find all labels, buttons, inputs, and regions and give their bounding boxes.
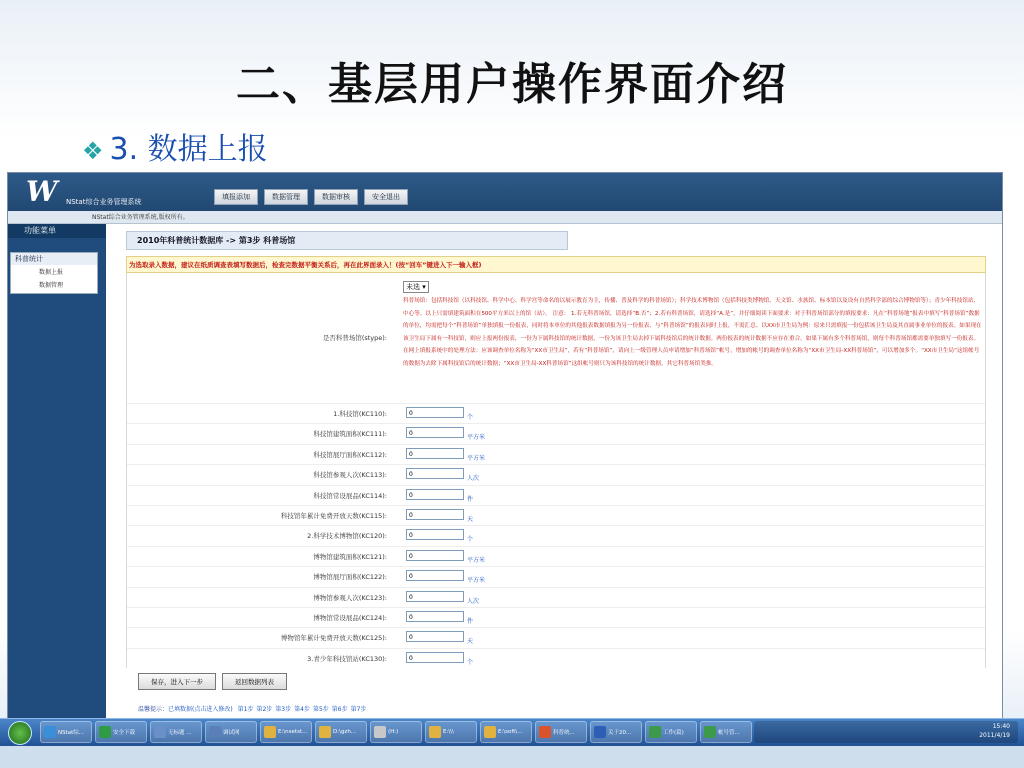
form-row xyxy=(127,587,985,607)
form-row xyxy=(127,566,985,586)
form-row xyxy=(127,525,985,545)
field-label: 科技馆年累计免费开放天数(KC115): xyxy=(280,511,387,520)
chevron-down-icon: ▾ xyxy=(422,283,426,291)
app-icon xyxy=(154,726,166,738)
field-unit: 个 xyxy=(467,658,474,666)
taskbar-tasks xyxy=(40,721,752,743)
form-row xyxy=(127,607,985,627)
form-row xyxy=(127,464,985,484)
app-icon xyxy=(594,726,606,738)
field-unit: 人次 xyxy=(467,475,480,483)
copyright-text: NStat综合业务管理系统,版权所有。 xyxy=(92,214,189,221)
app-icon xyxy=(704,726,716,738)
taskbar-task[interactable] xyxy=(645,721,697,743)
app-logo: W xyxy=(26,175,58,208)
task-label: 关于20... xyxy=(608,730,632,736)
step-link[interactable]: 第4步 xyxy=(294,706,310,714)
field-input[interactable]: 0 xyxy=(406,489,464,500)
taskbar-task[interactable] xyxy=(40,721,92,743)
task-label: (H:) xyxy=(388,729,399,735)
tips-line xyxy=(126,704,986,713)
field-unit: 个 xyxy=(467,414,474,421)
form-row xyxy=(127,423,985,443)
sidebar xyxy=(8,224,106,721)
task-label: 工作(篇) xyxy=(663,730,684,736)
field-label: 科技馆建筑面积(KC111): xyxy=(313,430,387,439)
sidebar-menu xyxy=(10,252,98,294)
field-unit: 平方米 xyxy=(467,577,486,585)
top-nav xyxy=(214,189,408,205)
field-input[interactable]: 0 xyxy=(406,611,464,622)
field-unit: 天 xyxy=(467,638,474,646)
field-input[interactable]: 0 xyxy=(406,550,464,561)
step-title: 2010年科普统计数据库 -> 第3步 科普场馆 xyxy=(126,231,568,250)
step-link[interactable]: 第3步 xyxy=(275,706,292,714)
field-input[interactable]: 0 xyxy=(406,448,464,459)
slide-title: 二、基层用户操作界面介绍 xyxy=(236,59,788,110)
sidebar-item-data-report[interactable]: 数据上报 xyxy=(39,269,64,276)
field-input[interactable]: 0 xyxy=(406,427,464,438)
field-input[interactable]: 0 xyxy=(406,652,464,663)
sidebar-header: 功能菜单 xyxy=(8,224,106,238)
app-icon xyxy=(539,726,551,738)
save-next-button[interactable]: 保存，进入下一步 xyxy=(138,673,216,690)
clock-date: 2011/4/19 xyxy=(979,732,1010,739)
step-link[interactable]: 第5步 xyxy=(312,706,329,714)
clock-time: 15:40 xyxy=(992,723,1010,730)
field-unit: 平方米 xyxy=(467,556,486,564)
field-label: 博物馆常设展品(KC124): xyxy=(313,613,387,622)
task-label: 无标题 ... xyxy=(168,730,192,736)
main-content xyxy=(126,231,986,713)
field-unit: 平方米 xyxy=(467,434,486,442)
app-icon xyxy=(264,726,276,738)
taskbar-task[interactable] xyxy=(480,721,532,743)
step-link[interactable]: 第2步 xyxy=(256,706,273,714)
nav-data-audit[interactable]: 数据审核 xyxy=(314,189,358,205)
form-row xyxy=(127,627,985,647)
diamond-bullet-icon: ❖ xyxy=(82,137,104,165)
field-unit: 平方米 xyxy=(467,454,486,462)
nav-data-manage[interactable]: 数据管理 xyxy=(264,189,308,205)
taskbar-task[interactable] xyxy=(590,721,642,743)
field-label: 博物馆年累计免费开放天数(KC125): xyxy=(280,634,387,643)
field-input[interactable]: 0 xyxy=(406,509,464,520)
field-input[interactable]: 0 xyxy=(406,631,464,642)
app-screenshot xyxy=(7,172,1003,722)
form-buttons xyxy=(126,673,986,690)
task-label: 调试网 xyxy=(223,730,240,736)
task-label: NStat综... xyxy=(58,730,85,736)
app-icon xyxy=(429,726,441,738)
task-label: 科普统... xyxy=(553,730,575,736)
task-label: E:\soft\... xyxy=(498,729,523,735)
field-label: 博物馆建筑面积(KC121): xyxy=(313,552,387,561)
field-unit: 个 xyxy=(467,536,474,544)
field-label: 科技馆展厅面积(KC112): xyxy=(313,450,387,459)
system-tray xyxy=(754,721,1018,743)
venue-select-value: 未选 xyxy=(406,283,420,291)
field-input[interactable]: 0 xyxy=(406,407,464,418)
field-unit: 件 xyxy=(467,617,474,625)
task-label: D:\gzh... xyxy=(333,729,357,735)
field-label: 科技馆常设展品(KC114): xyxy=(313,491,387,500)
form-row xyxy=(127,403,985,423)
taskbar-task[interactable] xyxy=(700,721,752,743)
step-link[interactable]: 第6步 xyxy=(331,706,348,714)
taskbar-task[interactable] xyxy=(370,721,422,743)
app-header xyxy=(8,173,1002,211)
field-label: 1.科技馆(KC110): xyxy=(333,410,387,418)
app-icon xyxy=(484,726,496,738)
field-label: 3.青少年科技馆站(KC130): xyxy=(307,654,387,663)
start-button-icon[interactable] xyxy=(8,721,32,745)
app-icon xyxy=(209,726,221,738)
field-label: 2.科学技术博物馆(KC120): xyxy=(307,532,387,541)
field-unit: 天 xyxy=(467,515,474,523)
nav-logout[interactable]: 安全退出 xyxy=(364,189,408,205)
form-row xyxy=(127,505,985,525)
field-input[interactable]: 0 xyxy=(406,529,464,540)
filled-data-link[interactable]: 已填数据(点击进入修改) xyxy=(168,706,233,714)
app-icon xyxy=(319,726,331,738)
nav-fill-add[interactable]: 填报添加 xyxy=(214,189,258,205)
field-unit: 件 xyxy=(467,495,474,503)
taskbar-task[interactable] xyxy=(95,721,147,743)
app-icon xyxy=(44,726,56,738)
warning-banner: 为选取录入数据，建议在纸质调查表填写数据后，检查完数据平衡关系后，再在此界面录入！(按“回车”键进入下一输入框) xyxy=(126,256,986,273)
taskbar-task[interactable] xyxy=(425,721,477,743)
venue-select[interactable] xyxy=(403,281,429,293)
taskbar-task[interactable] xyxy=(535,721,587,743)
venue-question-label: 是否科普场馆(stype): xyxy=(322,334,387,342)
task-label: 帐号管... xyxy=(718,730,740,736)
form-row xyxy=(127,546,985,566)
step-link[interactable]: 第7步 xyxy=(350,706,367,714)
field-label: 博物馆参观人次(KC123): xyxy=(313,593,387,602)
system-name: NStat综合业务管理系统 xyxy=(66,198,142,206)
slide-bottom-band xyxy=(0,746,1024,768)
taskbar-task[interactable] xyxy=(205,721,257,743)
tip-prefix: 温馨提示： xyxy=(138,706,169,714)
field-input[interactable]: 0 xyxy=(406,591,464,602)
field-input[interactable]: 0 xyxy=(406,570,464,581)
app-icon xyxy=(99,726,111,738)
venue-question xyxy=(127,273,985,403)
task-label: E:\nsetst... xyxy=(278,729,308,735)
taskbar xyxy=(0,718,1024,747)
sub-bar xyxy=(8,211,1002,224)
app-icon xyxy=(649,726,661,738)
step-link[interactable]: 第1步 xyxy=(237,706,254,714)
app-icon xyxy=(374,726,386,738)
back-list-button[interactable]: 返回数据列表 xyxy=(222,673,287,690)
field-label: 博物馆展厅面积(KC122): xyxy=(313,573,387,582)
slide-bullet xyxy=(82,124,268,168)
field-label: 科技馆参观人次(KC113): xyxy=(313,471,387,480)
sidebar-group-kepu[interactable]: 科普统计 xyxy=(11,253,97,265)
form-row xyxy=(127,444,985,464)
venue-note: 科普场馆：包括科技馆（以科技馆、科学中心、科学宫等命名的以展示教育为主，传播、普及科学的科普场馆）；科学技术博物馆（包括科技类博物馆、天文馆、水族馆、标本馆以及设有自然科学部的综合博物馆等）；青少年科技馆站、中心等。以上只需填建筑面积在500平方米以上的馆（站）。 注意： 1.若无科普场馆，请选择“B.否”；2.若有科普场馆，请选择“A.是”，并仔细阅读下面要求：对于科普场馆部分的填报要求：凡在“科普场地”报表中填写“科普场馆”数据的单位，均需把每个“科普场馆”单独填报一份报表，同时将本单位的其他报表数据填报为另一份报表，与“科普场馆”的报表同时上报，不需汇总。以XX市卫生局为例：原来只需填报一份包括该卫生局及其直属事业单位的报表。如果现在该卫生局下属有一科技馆，则应上报两份报表，一份为下属科技馆的统计数据，一份为该卫生局去掉下属科技馆后的统计数据。两份报表的统计数据不应存在重合。如果下属有多个科普场馆，则每个科普场馆都需要单独填写一份报表。 在网上填报系统中的处理方法：应该调查单位名称为“XX市卫生局”，若有“科普场馆”，请向上一级管理人员申请增加“科普场馆”帐号，增加的帐号的调查单位名称为“XX市卫生局-XX科普场馆”，可以增加多个。“XX市卫生局”这组帐号的数据为去除下属科技馆后的统计数据；“XX市卫生局-XX科普场馆”这组帐号则只为该科技馆的统计数据，其它科普场馆类推。 xyxy=(403,298,982,367)
task-label: 安全下载 xyxy=(113,730,136,736)
clock xyxy=(979,722,1010,740)
taskbar-task[interactable] xyxy=(150,721,202,743)
sidebar-item-data-manage[interactable]: 数据管理 xyxy=(39,282,64,289)
taskbar-task[interactable] xyxy=(315,721,367,743)
data-form xyxy=(126,273,986,668)
bullet-text: 3. 数据上报 xyxy=(109,132,268,167)
field-input[interactable]: 0 xyxy=(406,468,464,479)
task-label: E:\\\ xyxy=(443,729,454,735)
form-row xyxy=(127,648,985,668)
field-unit: 人次 xyxy=(467,597,480,605)
taskbar-task[interactable] xyxy=(260,721,312,743)
form-row xyxy=(127,485,985,505)
